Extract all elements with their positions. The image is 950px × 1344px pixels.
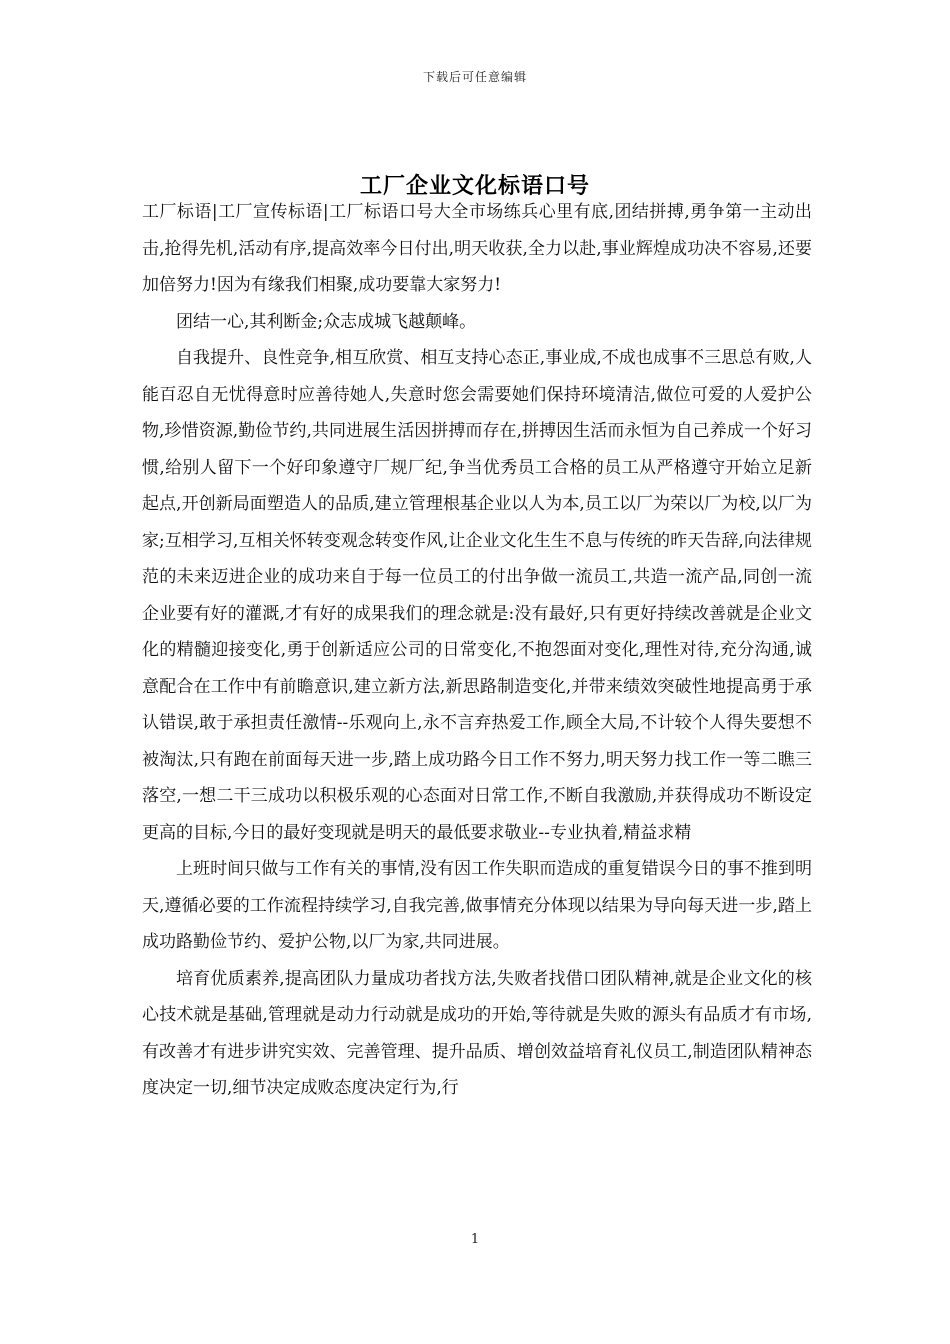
paragraph-1: 工厂标语|工厂宣传标语|工厂标语口号大全市场练兵心里有底,团结拼搏,勇争第一主动出击,抢得先机,活动有序,提高效率今日付出,明天收获,全力以赴,事业辉煌成功决不容易,还要加倍努力!因为有缘我们相聚,成功要靠大家努力! xyxy=(142,202,812,295)
page-number: 1 xyxy=(470,1232,480,1247)
paragraph-3: 自我提升、良性竞争,相互欣赏、相互支持心态正,事业成,不成也成事不三思总有败,人能百忍自无忧得意时应善待她人,失意时您会需要她们保持环境清洁,做位可爱的人爱护公物,珍惜资源,勤俭节约,共同进展生活因拼搏而存在,拼搏因生活而永恒为自己养成一个好习惯,给别人留下一个好印象遵守厂规厂纪,争当优秀员工合格的员工从严格遵守开始立足新起点,开创新局面塑造人的品质,建立管理根基企业以人为本,员工以厂为荣以厂为校,以厂为家;互相学习,互相关怀转变观念转变作风,让企业文化生生不息与传统的昨天告辞,向法律规范的未来迈进企业的成功来自于每一位员工的付出争做一流员工,共造一流产品,同创一流企业要有好的灌溉,才有好的成果我们的理念就是:没有最好,只有更好持续改善就是企业文化的精髓迎接变化,勇于创新适应公司的日常变化,不抱怨面对变化,理性对待,充分沟通,诚意配合在工作中有前瞻意识,建立新方法,新思路制造变化,并带来绩效突破性地提高勇于承认错误,敢于承担责任激情--乐观向上,永不言弃热爱工作,顾全大局,不计较个人得失要想不被淘汰,只有跑在前面每天进一步,踏上成功路今日工作不努力,明天努力找工作一等二瞧三落空,一想二干三成功以积极乐观的心态面对日常工作,不断自我激励,并获得成功不断设定更高的目标,今日的最好变现就是明天的最低要求敬业--专业执着,精益求精 xyxy=(142,348,812,843)
document-title: 工厂企业文化标语口号 xyxy=(359,173,590,199)
paragraph-5: 培育优质素养,提高团队力量成功者找方法,失败者找借口团队精神,就是企业文化的核心技术就是基础,管理就是动力行动就是成功的开始,等待就是失败的源头有品质才有市场,有改善才有进步讲究实效、完善管理、提升品质、增创效益培育礼仪员工,制造团队精神态度决定一切,细节决定成败态度决定行为,行 xyxy=(142,968,812,1098)
document-body xyxy=(142,194,812,1107)
header-note: 下载后可任意编辑 xyxy=(422,70,527,84)
paragraph-2: 团结一心,其利断金;众志成城飞越颠峰。 xyxy=(176,311,477,332)
paragraph-4: 上班时间只做与工作有关的事情,没有因工作失职而造成的重复错误今日的事不推到明天,遵循必要的工作流程持续学习,自我完善,做事情充分体现以结果为导向每天进一步,踏上成功路勤俭节约、爱护公物,以厂为家,共同进展。 xyxy=(142,859,812,952)
